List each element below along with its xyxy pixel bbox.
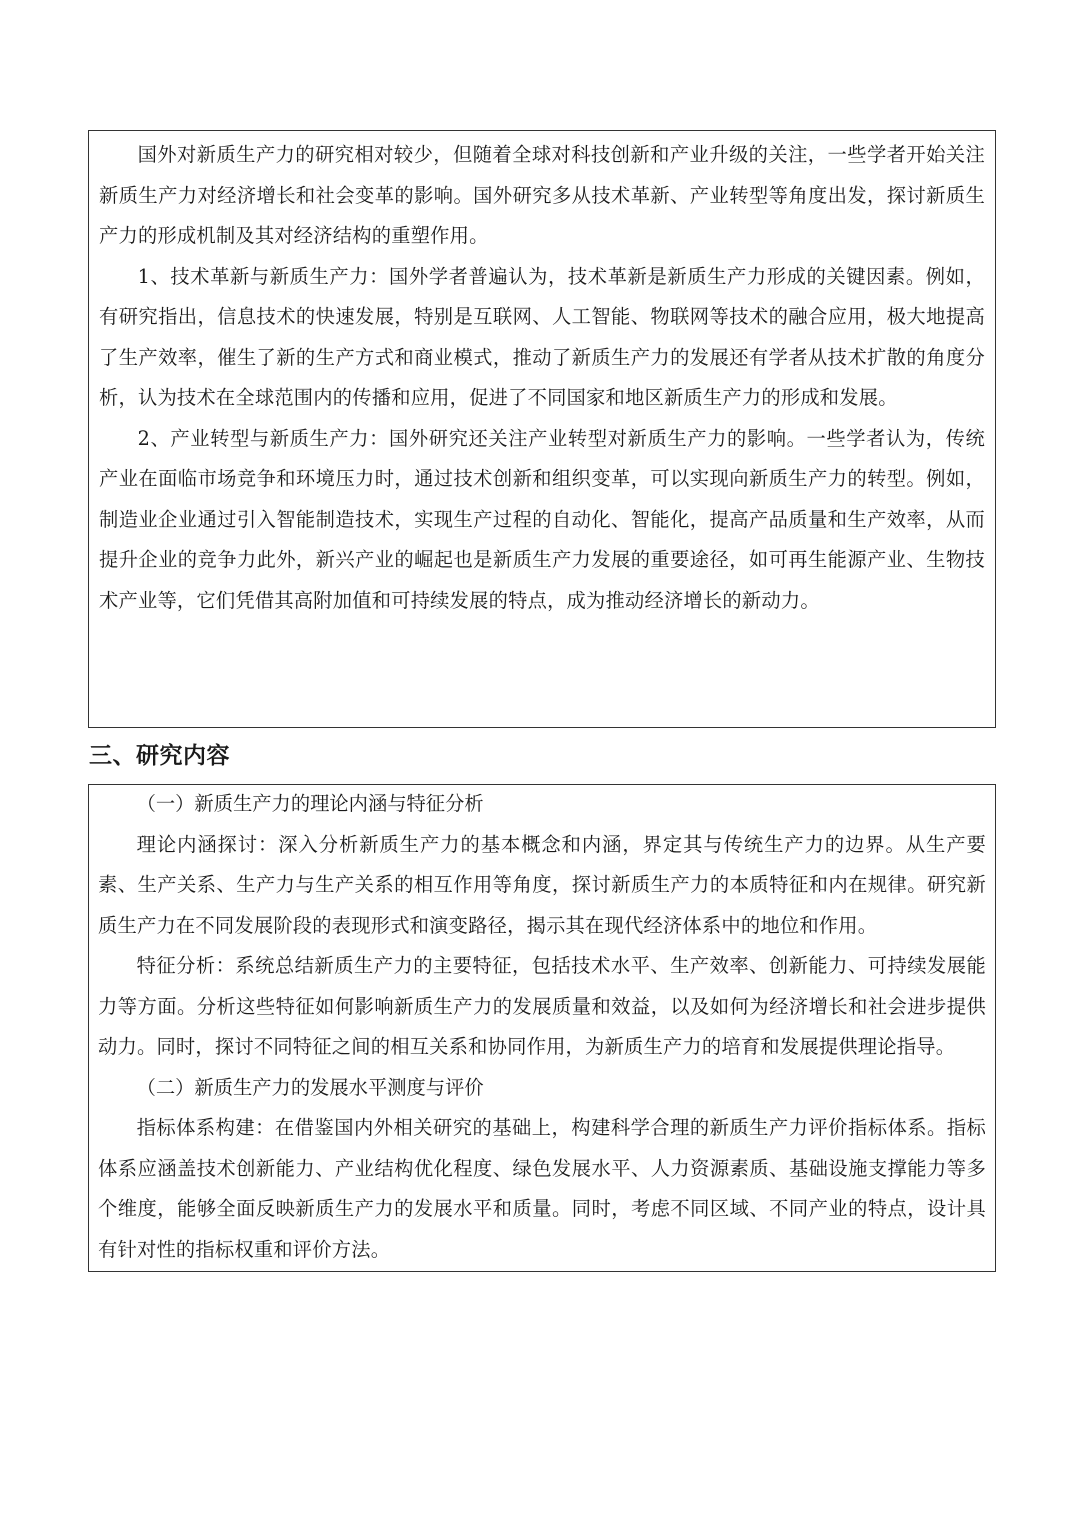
intro-paragraph: 2、产业转型与新质生产力：国外研究还关注产业转型对新质生产力的影响。一些学者认为，传统产业在面临市场竞争和环境压力时，通过技术创新和组织变革，可以实现向新质生产力的转型。例如，制造业企业通过引入智能制造技术，实现生产过程的自动化、智能化，提高产品质量和生产效率，从而提升企业的竞争力此外，新兴产业的崛起也是新质生产力发展的重要途径，如可再生能源产业、生物技术产业等，它们凭借其高附加值和可持续发展的特点，成为推动经济增长的新动力。 bbox=[99, 426, 985, 612]
content-paragraph: 特征分析：系统总结新质生产力的主要特征，包括技术水平、生产效率、创新能力、可持续发展能力等方面。分析这些特征如何影响新质生产力的发展质量和效益，以及如何为经济增长和社会进步提供动力。同时，探讨不同特征之间的相互关系和协同作用，为新质生产力的培育和发展提供理论指导。 bbox=[98, 954, 986, 1058]
intro-paragraph: 国外对新质生产力的研究相对较少，但随着全球对科技创新和产业升级的关注，一些学者开始关注新质生产力对经济增长和社会变革的影响。国外研究多从技术革新、产业转型等角度出发，探讨新质生产力的形成机制及其对经济结构的重塑作用。 bbox=[99, 143, 985, 247]
intro-paragraph: 1、技术革新与新质生产力：国外学者普遍认为，技术革新是新质生产力形成的关键因素。例如，有研究指出，信息技术的快速发展，特别是互联网、人工智能、物联网等技术的融合应用，极大地提高了生产效率，催生了新的生产方式和商业模式，推动了新质生产力的发展还有学者从技术扩散的角度分析，认为技术在全球范围内的传播和应用，促进了不同国家和地区新质生产力的形成和发展。 bbox=[99, 264, 985, 409]
subsection-heading-2: （二）新质生产力的发展水平测度与评价 bbox=[136, 1075, 484, 1099]
subsection-heading-1: （一）新质生产力的理论内涵与特征分析 bbox=[136, 792, 484, 815]
intro-text-box bbox=[88, 130, 996, 728]
content-paragraph: 理论内涵探讨：深入分析新质生产力的基本概念和内涵，界定其与传统生产力的边界。从生产要素、生产关系、生产力与生产关系的相互作用等角度，探讨新质生产力的本质特征和内在规律。研究新质生产力在不同发展阶段的表现形式和演变路径，揭示其在现代经济体系中的地位和作用。 bbox=[98, 832, 986, 937]
research-content-border-lower bbox=[88, 1271, 996, 1272]
research-content-border bbox=[88, 784, 996, 1272]
content-paragraph: 指标体系构建：在借鉴国内外相关研究的基础上，构建科学合理的新质生产力评价指标体系。指标体系应涵盖技术创新能力、产业结构优化程度、绿色发展水平、人力资源素质、基础设施支撑能力等多个维度，能够全面反映新质生产力的发展水平和质量。同时，考虑不同区域、不同产业的特点，设计具有针对性的指标权重和评价方法。 bbox=[98, 1116, 986, 1261]
section-heading: 三、研究内容 bbox=[89, 742, 230, 769]
